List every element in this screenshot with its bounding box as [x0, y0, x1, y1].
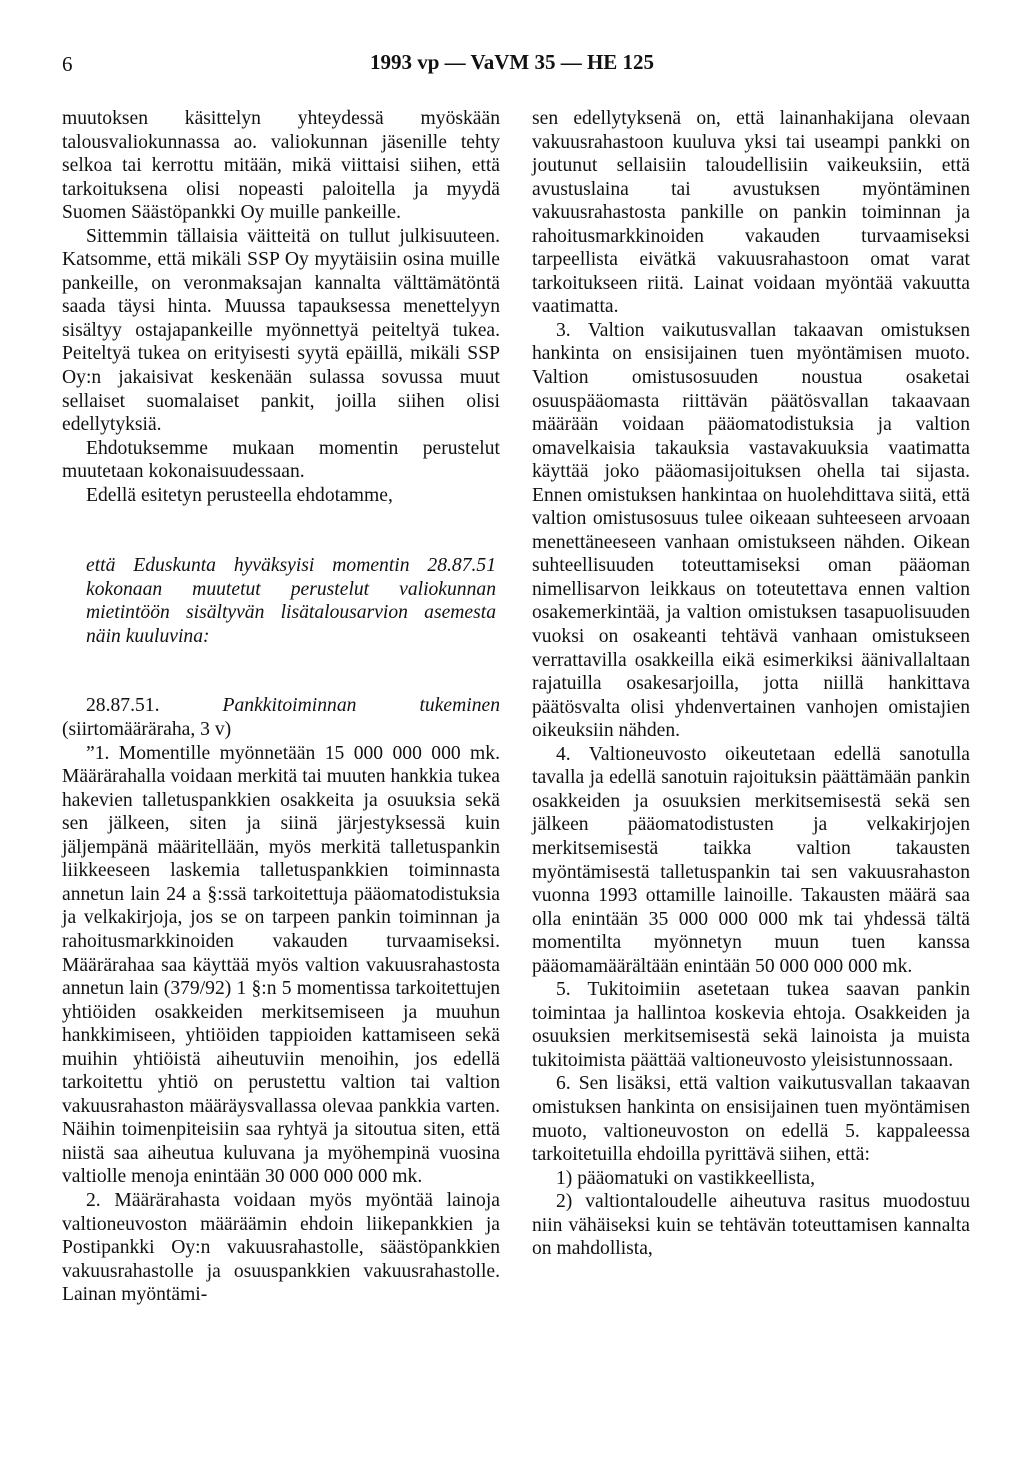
paragraph: muutoksen käsittelyn yhteydessä myöskään talousvaliokunnassa ao. valiokunnan jäsenille tehty selkoa tai kerrottu mitään, mikä viittaisi siihen, että tarkoituksena olisi nopeasti paloitella ja myydä Suomen Säästöpankki Oy muille pankeille. — [62, 108, 500, 224]
budget-item-heading — [62, 694, 500, 741]
right-column — [532, 107, 970, 1261]
budget-item-number: 28.87.51. — [86, 695, 160, 717]
paragraph: Ehdotuksemme mukaan momentin perustelut muutetaan kokonaisuudessaan. — [62, 437, 500, 483]
paragraph: ”1. Momentille myönnetään 15 000 000 000 mk. Määrärahalla voidaan merkitä tai muuten hankkia tukea hakevien talletuspankkien osakkeita ja osuuksia sekä sen jälkeen, siten ja siinä järjestyksessä kuin jäljempänä määritellään, myös merkitä talletuspankin liikkeeseen laskemia talletuspankkien toiminnasta annetun lain 24 a §:ssä tarkoitettuja pääomatodistuksia ja velkakirjoja, jos se on tarpeen pankin toiminnan ja rahoitusmarkkinoiden vakauden turvaamiseksi. Määrärahaa saa käyttää myös valtion vakuusrahastosta annetun lain (379/92) 1 §:n 5 momentissa tarkoitettujen yhtiöiden osakkeiden merkitsemiseen ja muuhun hankkimiseen, yhtiöiden tappioiden kattamiseen sekä muihin yhtiöistä aiheutuviin menoihin, jos edellä tarkoitettu yhtiö on perustettu valtion tai valtion vakuusrahaston määräysvallassa olevaa pankkia varten. Näihin toimenpiteisiin saa ryhtyä ja sitoutua siten, että niistä saa aiheutua kuluvana ja myöhempinä vuosina valtiolle menoja enintään 30 000 000 000 mk. — [62, 742, 500, 1188]
proposal-text: että Eduskunta hyväksyisi momentin 28.87.51 kokonaan muutetut perustelut valiokunnan mietintöön sisältyvän lisätalousarvion asemesta näin kuuluvina: — [86, 555, 496, 647]
paragraph: 4. Valtioneuvosto oikeutetaan edellä sanotulla tavalla ja edellä sanotuin rajoituksin päättämään pankin osakkeiden ja osuuksien merkitsemisestä sekä sen jälkeen pääomatodistusten ja velkakirjojen merkitsemisestä taikka valtion takausten myöntämisestä talletuspankin tai sen vakuusrahaston vuonna 1993 ottamille lainoille. Takausten määrä saa olla enintään 35 000 000 000 mk tai yhdessä tältä momentilta myönnetyn muun tuen kanssa pääomamäärältään enintään 50 000 000 000 mk. — [532, 743, 970, 977]
page-number: 6 — [62, 52, 73, 76]
paragraph: Sittemmin tällaisia väitteitä on tullut julkisuuteen. Katsomme, että mikäli SSP Oy myytäisiin osina muille pankeille, on veronmaksajan kannalta välttämätöntä saada täysi hinta. Muussa tapauksessa menettelyyn sisältyy ostajapankeille myönnettyä peiteltyä tukea. Peiteltyä tukea on erityisesti syytä epäillä, mikäli SSP Oy:n jakaisivat keskenään sulassa sovussa muut sellaiset suomalaiset pankit, joilla siihen olisi edellytyksiä. — [62, 225, 500, 436]
budget-item-type: (siirtomääräraha, 3 v) — [62, 719, 232, 741]
list-item: 1) pääomatuki on vastikkeellista, — [556, 1167, 816, 1189]
paragraph: 5. Tukitoimiin asetetaan tukea saavan pankin toimintaa ja hallintoa koskevia ehtoja. Osakkeiden ja osuuksien merkitsemisestä sekä lainoista ja muista tukitoimista päättää valtioneuvosto yleisistunnossaan. — [532, 979, 970, 1071]
paragraph: sen edellytyksenä on, että lainanhakijana olevaan vakuusrahastoon kuuluva yksi tai useampi pankki on joutunut sellaisiin taloudellisiin vaikeuksiin, että avustuslaina tai avustuksen myöntäminen vakuusrahastosta pankille on pankin toiminnan ja rahoitusmarkkinoiden vakauden turvaamiseksi tarpeellista eivätkä vakuusrahastoon omat varat tarkoitukseen riitä. Lainat voidaan myöntää vakuutta vaatimatta. — [532, 108, 970, 318]
paragraph: 6. Sen lisäksi, että valtion vaikutusvallan takaavan omistuksen hankinta on ensisijainen tuen myöntämisen muoto, valtioneuvoston on edellä 5. kappaleessa tarkoitetuilla ehdoilla pyrittävä siihen, että: — [532, 1073, 970, 1166]
list-item: 2) valtiontaloudelle aiheutuva rasitus muodostuu niin vähäiseksi kuin se tehtävän toteuttamisen kannalta on mahdollista, — [532, 1191, 970, 1260]
spacer — [62, 507, 500, 554]
spacer — [62, 648, 500, 694]
paragraph: 2. Määrärahasta voidaan myös myöntää lainoja valtioneuvoston määräämin ehdoin liikepankkien ja Postipankki Oy:n vakuusrahastolle, säästöpankkien vakuusrahastolle ja osuuspankkien vakuusrahastolle. Lainan myöntämi- — [62, 1189, 500, 1306]
running-head: 1993 vp — VaVM 35 — HE 125 — [369, 50, 655, 74]
paragraph: 3. Valtion vaikutusvallan takaavan omistuksen hankinta on ensisijainen tuen myöntämisen muoto. Valtion omistusosuuden noustua osaketai osuuspääomasta riittävän päätösvallan takaavaan määrään voidaan pääomatodistuksia ja valtion omavelkaisia takauksia vastavakuuksia vaatimatta käyttää joko pääomasijoituksen ohella tai sijasta. Ennen omistuksen hankintaa on huolehdittava siitä, että valtion omistusosuus tulee oikeaan suhteeseen arvoaan menettäneeseen vanhaan omistukseen nähden. Oikean suhteellisuuden toteuttamiseksi oman pääoman nimellisarvon leikkaus on toteutettava ennen valtion osakemerkintää, ja valtion omistuksen tasapuolisuuden vuoksi on osakeanti tehtävä vanhaan omistukseen verrattavilla osakkeilla eikä esimerkiksi äänivallaltaan rajatuilla osakesarjoilla, jotta niillä hankittava päätösvalta olisi yhdenvertainen vanhojen omistajien oikeuksiin nähden. — [532, 319, 970, 742]
paragraph: Edellä esitetyn perusteella ehdotamme, — [86, 484, 393, 506]
left-column — [62, 107, 500, 1307]
budget-item-title: Pankkitoiminnan tukeminen — [222, 695, 500, 717]
